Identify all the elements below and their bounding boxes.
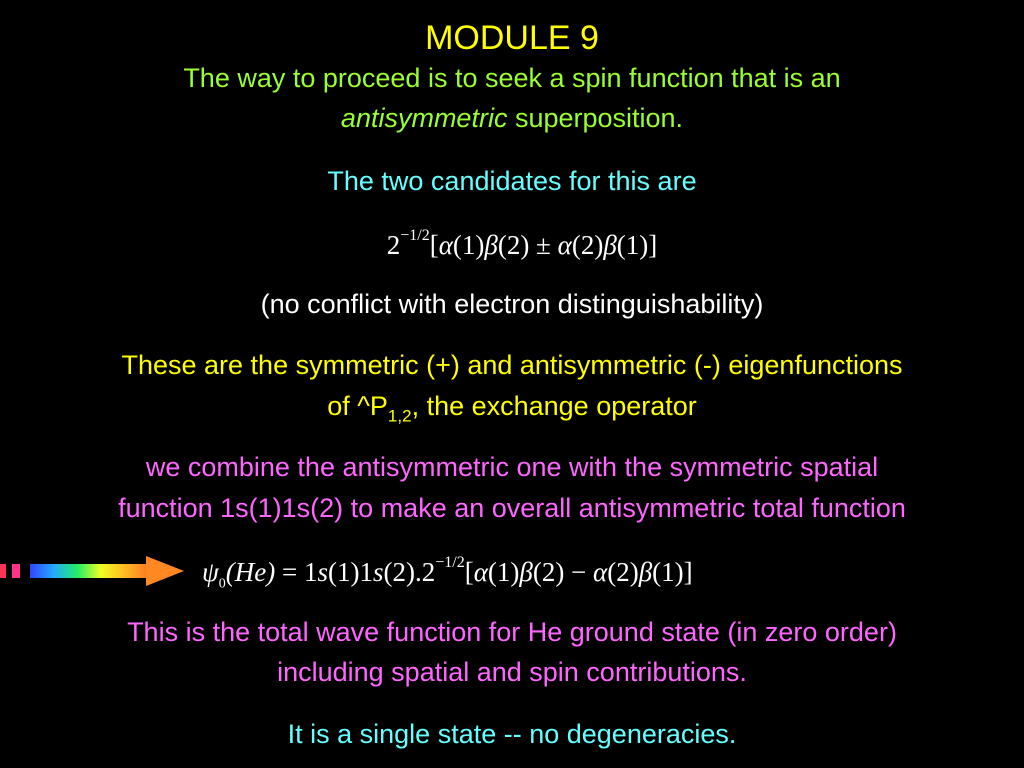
eq1-part-2: (1): [452, 230, 485, 260]
intro-line-2: [0, 102, 1024, 134]
intro-line-2-rest: superposition.: [507, 103, 684, 133]
slide-title: MODULE 9: [425, 19, 599, 57]
emphasis-antisymmetric: antisymmetric: [340, 103, 508, 133]
total-line-2: including spatial and spin contributions.: [277, 657, 747, 687]
eigen-line-2-pre: of ^P: [327, 391, 388, 421]
operator-subscript: 1,2: [387, 406, 412, 426]
combine-line-1: we combine the antisymmetric one with the symmetric spatial: [145, 452, 879, 482]
eq2-rest-4: (2) −: [532, 557, 594, 587]
eq2-rest-0: [: [464, 557, 474, 587]
eq2-rest-6: (2): [607, 557, 639, 587]
spin-equation: [0, 225, 1024, 260]
eq2-rest-2: (1): [487, 557, 520, 587]
candidates-text: The two candidates for this are: [327, 166, 697, 196]
eq1-part-4: (2) ±: [497, 230, 558, 260]
no-conflict-text: (no conflict with electron distinguishability): [260, 289, 764, 319]
eq1-alpha-2: α: [557, 230, 572, 260]
eq2-alpha-2: α: [593, 557, 608, 587]
eigen-line-2-post: , the exchange operator: [411, 391, 697, 421]
eq2-s1: s: [317, 557, 328, 587]
eq1-exponent: −1/2: [400, 227, 430, 244]
eq1-part-6: (2): [571, 230, 604, 260]
eq2-beta-2: β: [638, 557, 653, 587]
eq2-rest-8: (1)]: [652, 557, 693, 587]
eq1-part-8: (1)]: [616, 230, 658, 260]
eq2-he: (He): [225, 557, 276, 587]
eq2-beta-1: β: [519, 557, 533, 587]
eq2-s2: s: [372, 557, 384, 587]
he-wavefunction-equation: [202, 552, 693, 599]
eq2-mid1: (1)1: [328, 557, 373, 587]
total-line-1: This is the total wave function for He ground state (in zero order): [127, 617, 897, 647]
intro-line-1: The way to proceed is to seek a spin function that is an: [183, 63, 841, 93]
eq1-beta-1: β: [484, 230, 498, 260]
eq1-part-0: [: [429, 230, 439, 260]
eq2-mid2: (2).2: [383, 557, 436, 587]
psi-symbol: ψ: [202, 557, 219, 587]
combine-line-2: function 1s(1)1s(2) to make an overall antisymmetric total function: [118, 493, 906, 523]
eigen-line-1: These are the symmetric (+) and antisymmetric (-) eigenfunctions: [121, 350, 903, 380]
eigen-line-2: [0, 390, 1024, 432]
eq2-alpha-1: α: [473, 557, 488, 587]
eq1-prefix: 2: [386, 230, 401, 260]
rainbow-arrow-icon: [0, 552, 190, 592]
eq2-exponent: −1/2: [435, 554, 465, 571]
single-state-text: It is a single state -- no degeneracies.: [287, 719, 737, 749]
eq2-eq: = 1: [275, 557, 318, 587]
psi-subscript: 0: [218, 576, 226, 592]
eq1-beta-2: β: [603, 230, 617, 260]
eq1-alpha-1: α: [438, 230, 453, 260]
